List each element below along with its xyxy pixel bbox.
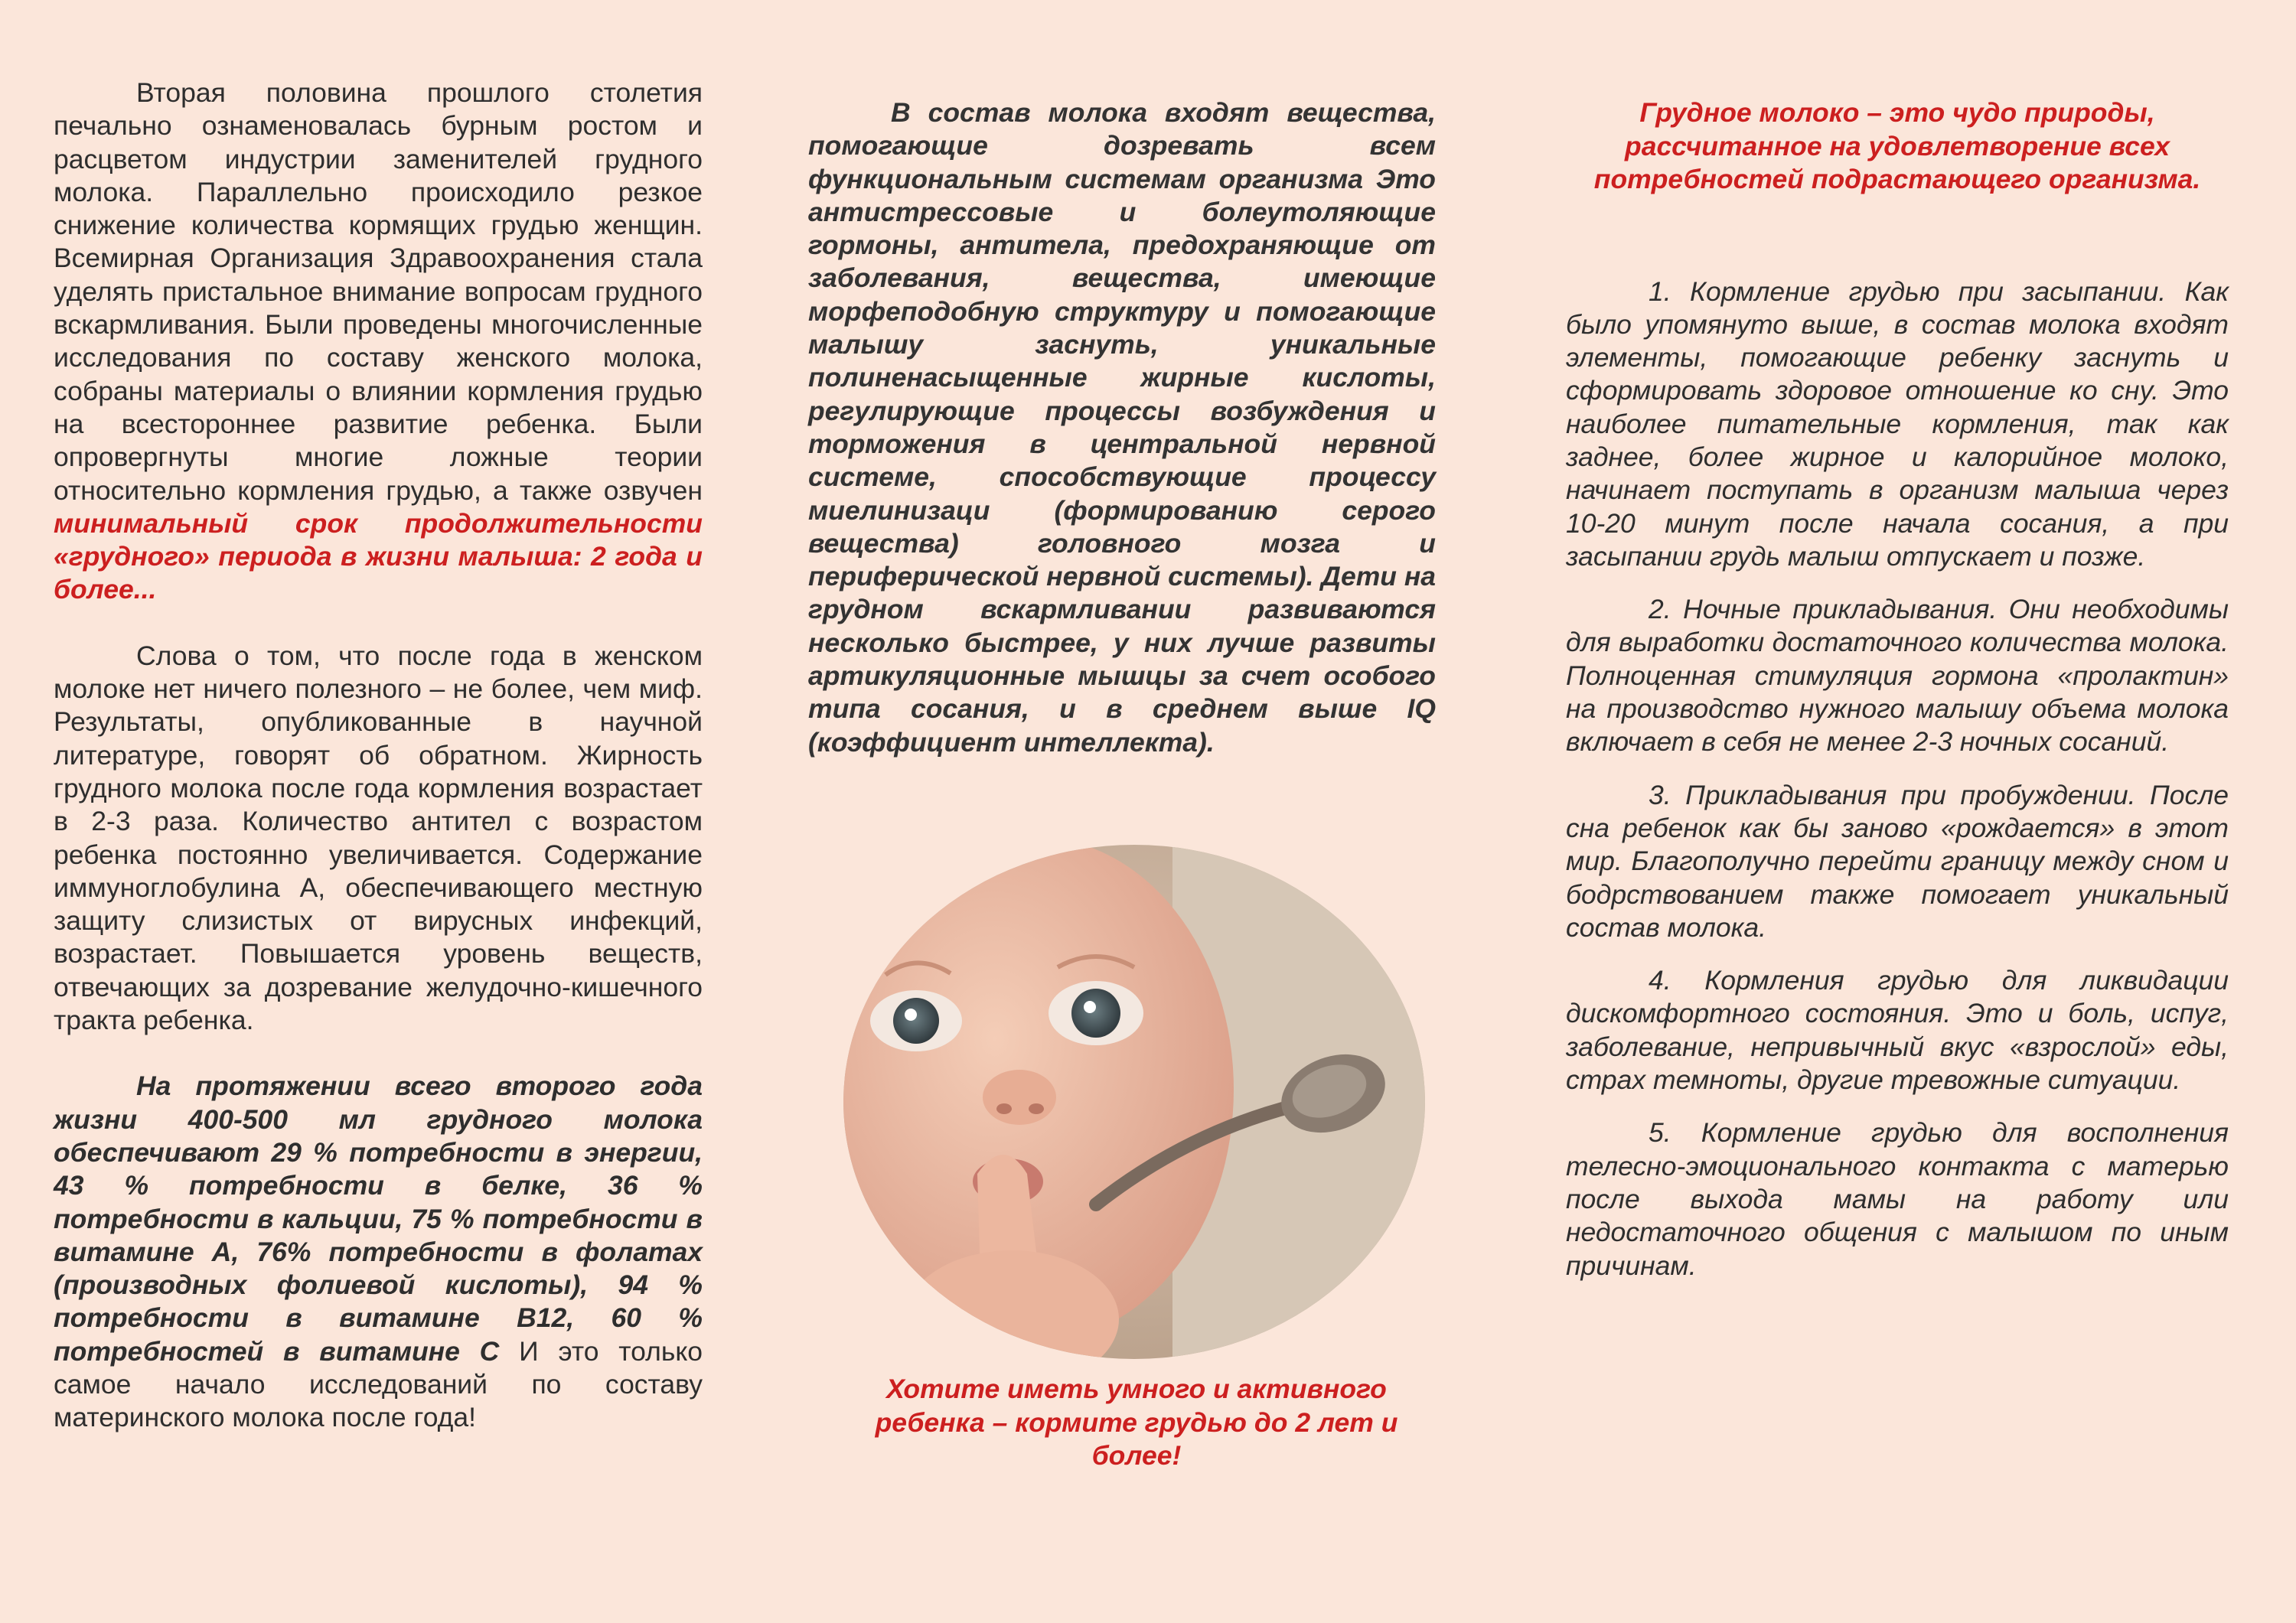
nutrition-paragraph: На протяжении всего второго года жизни 400-500 мл грудного молока обеспечивают 29 % потребности в энергии, 43 % потребности в белке, 36 % потребности в кальции, 75 % потребности в витамине А, 76% потребности в фолатах (производных фолиевой кислоты), 94 % потребности в витамине В12, 60 % потребностей в витамине С И это только самое начало исследований по составу материнского молока после года! [54, 1071, 703, 1433]
call-to-action-caption: Хотите иметь умного и активного ребенка – кормите грудью до 2 лет и более! [875, 1374, 1398, 1471]
nutrition-stats: На протяжении всего второго года жизни 400-500 мл грудного молока обеспечивают 29 % потребности в энергии, 43 % потребности в белке, 36 % потребности в кальции, 75 % потребности в витамине А, 76% потребности в фолатах (производных фолиевой кислоты), 94 % потребности в витамине В12, 60 % потребностей в витамине С [54, 1071, 703, 1367]
milk-composition-paragraph: В состав молока входят вещества, помогающие дозревать всем функциональным системам организма Это антистрессовые и болеутоляющие гормоны, антитела, предохраняющие от заболевания, вещества, имеющие морфеподобную структуру и помогающие малышу заснуть, уникальные полиненасыщенные жирные кислоты, регулирующие процессы возбуждения и торможения в центральной нервной системе, способствующие процессу миелинизаци (формированию серого вещества) головного мозга и периферической нервной системы). Дети на грудном вскармливании развиваются несколько быстрее, у них лучше развиты артикуляционные мышцы за счет особого типа сосания, и в среднем выше IQ (коэффициент интеллекта). [808, 97, 1436, 758]
list-item: 3. Прикладывания при пробуждении. После сна ребенок как бы заново «рождается» в этот мир. Благополучно перейти границу между сном и бодрствованием также помогает уникальный состав молока. [1566, 779, 2229, 943]
list-item: 5. Кормление грудью для восполнения телесно-эмоционального контакта с матерью после выхода мамы на работу или недостаточного общения с малышом по иным причинам. [1566, 1117, 2229, 1281]
left-column [54, 77, 703, 1435]
right-column-title: Грудное молоко – это чудо природы, рассчитанное на удовлетворение всех потребностей подрастающего организма. [1593, 97, 2201, 194]
baby-photo [843, 845, 1425, 1359]
list-item: 4. Кормления грудью для ликвидации дискомфортного состояния. Это и боль, испуг, заболевание, непривычный вкус «взрослой» еды, страх темноты, другие тревожные ситуации. [1566, 965, 2229, 1096]
min-duration-highlight: минимальный срок продолжительности «грудного» периода в жизни малыша: 2 года и более... [54, 507, 703, 605]
myth-paragraph: Слова о том, что после года в женском молоке нет ничего полезного – не более, чем миф. Результаты, опубликованные в научной литературе, говорят об обратном. Жирность грудного молока после года кормления возрастает в 2-3 раза. Количество антител с возрастом ребенка постоянно увеличивается. Содержание иммуноглобулина А, обеспечивающего местную защиту слизистых от вирусных инфекций, возрастает. Повышается уровень веществ, отвечающих за дозревание желудочно-кишечного тракта ребенка. [54, 640, 703, 1036]
right-column [1566, 96, 2229, 1282]
intro-paragraph: Вторая половина прошлого столетия печально ознаменовалась бурным ростом и расцветом индустрии заменителей грудного молока. Параллельно происходило резкое снижение количества кормящих грудью женщин. Всемирная Организация Здравоохранения стала уделять пристальное внимание вопросам грудного вскармливания. Были проведены многочисленные исследования по составу женского молока, собраны материалы о влиянии кормления грудью на всестороннее развитие ребенка. Были опровергнуты многие ложные теории относительно кормления грудью, а также озвучен минимальный срок продолжительности «грудного» периода в жизни малыша: 2 года и более... [54, 77, 703, 605]
list-item: 1. Кормление грудью при засыпании. Как было упомянуто выше, в состав молока входят элементы, помогающие ребенку заснуть и сформировать здоровое отношение ко сну. Это наиболее питательные кормления, так как заднее, более жирное и калорийное молоко, начинает поступать в организм малыша через 10-20 минут после начала сосания, а при засыпании грудь малыш отпускает и позже. [1566, 275, 2229, 572]
list-item: 2. Ночные прикладывания. Они необходимы для выработки достаточного количества молока. Полноценная стимуляция гормона «пролактин» на производство нужного малышу объема молока включает в себя не менее 2-3 ночных сосаний. [1566, 594, 2229, 758]
baby-illustration [843, 845, 1425, 1359]
middle-column [808, 96, 1436, 759]
